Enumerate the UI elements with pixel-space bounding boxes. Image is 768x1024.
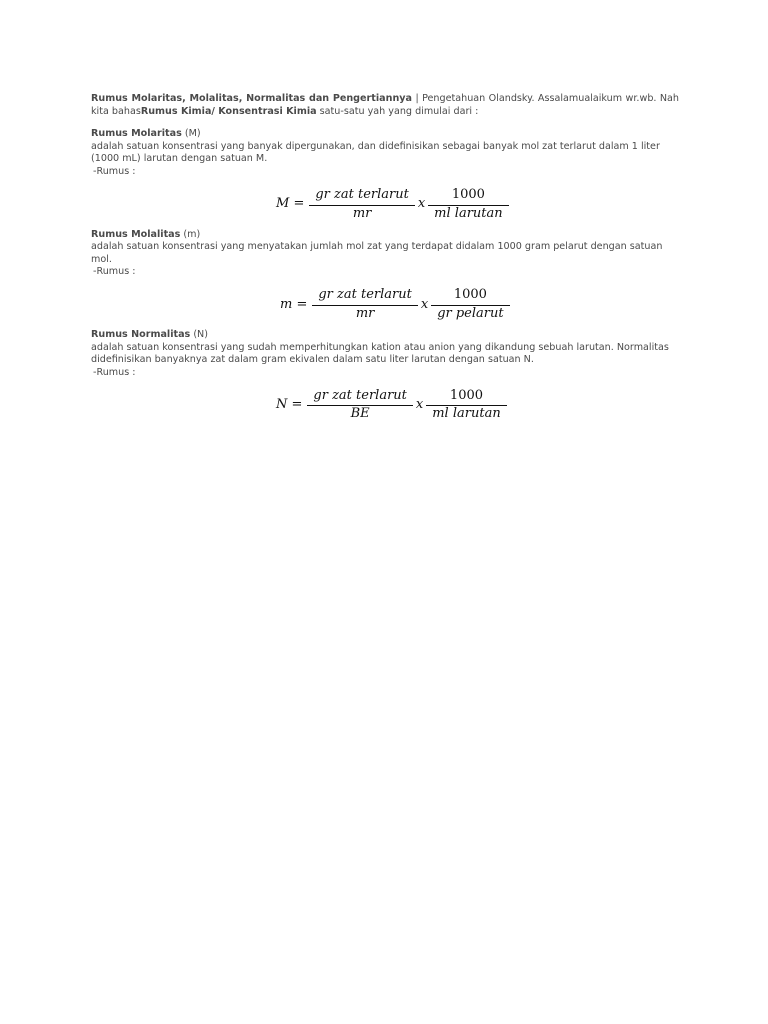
formula-normalitas [91, 383, 679, 427]
fraction-numerator: gr zat terlarut [313, 387, 407, 403]
fraction-1 [312, 186, 411, 221]
section-heading [91, 329, 679, 342]
section-heading [91, 128, 679, 141]
section-symbol: (M) [181, 128, 201, 140]
times-sign: x [420, 296, 429, 312]
intro-paragraph [91, 93, 679, 118]
fraction-denominator: BE [307, 405, 412, 421]
section-symbol: (m) [180, 228, 201, 240]
fraction-2 [434, 289, 506, 320]
times-sign: x [417, 196, 426, 212]
section-normalitas [91, 329, 679, 427]
times-sign: x [415, 397, 424, 413]
rumus-label: -Rumus : [93, 266, 136, 278]
section-molalitas [91, 229, 679, 327]
fraction-1 [315, 289, 414, 320]
section-heading [91, 229, 679, 242]
formula-lhs: N = [276, 397, 303, 413]
section-definition: adalah satuan konsentrasi yang sudah memperhitungkan kation atau anion yang dikandung sebuah larutan. Normalitas didefinisikan banyaknya zat dalam gram ekivalen dalam satu liter larutan dengan satuan N. [91, 341, 669, 366]
section-title: Rumus Normalitas [91, 328, 191, 340]
fraction-denominator: gr pelarut [431, 305, 509, 321]
topic-title: Rumus Kimia/ Konsentrasi Kimia [140, 105, 317, 117]
formula-lhs: m = [280, 296, 308, 312]
fraction-numerator: 1000 [451, 186, 485, 202]
fraction-1 [310, 387, 409, 422]
rumus-label: -Rumus : [93, 366, 136, 378]
fraction-numerator: gr zat terlarut [318, 287, 412, 303]
article-title: Rumus Molaritas, Molalitas, Normalitas dan Pengertiannya [91, 93, 413, 104]
fraction-numerator: 1000 [453, 287, 487, 303]
rumus-label: -Rumus : [93, 165, 136, 177]
section-title: Rumus Molalitas [91, 228, 181, 240]
section-molaritas [91, 128, 679, 226]
fraction-denominator: ml larutan [426, 405, 506, 421]
intro-text-end: satu-satu yah yang dimulai dari : [316, 105, 479, 117]
fraction-denominator: mr [309, 205, 414, 221]
section-definition: adalah satuan konsentrasi yang menyatakan jumlah mol zat yang terdapat didalam 1000 gram pelarut dengan satuan mol. [91, 241, 663, 265]
formula-lhs: M = [276, 196, 305, 212]
section-title: Rumus Molaritas [91, 128, 182, 140]
formula-molalitas [91, 283, 679, 327]
fraction-denominator: mr [312, 305, 417, 321]
fraction-numerator: 1000 [449, 387, 484, 403]
intro-text: | Pengetahuan Olandsky. Assalamualaikum wr.wb. Nah kita bahas [91, 93, 679, 117]
fraction-2 [431, 186, 505, 221]
section-definition: adalah satuan konsentrasi yang banyak dipergunakan, dan didefinisikan sebagai banyak mol zat terlarut dalam 1 liter (1000 mL) larutan dengan satuan M. [91, 140, 660, 165]
fraction-numerator: gr zat terlarut [315, 186, 409, 202]
fraction-2 [429, 387, 503, 422]
fraction-denominator: ml larutan [428, 205, 508, 221]
formula-molaritas [91, 183, 679, 227]
document-page [91, 93, 679, 429]
section-symbol: (N) [190, 328, 208, 340]
